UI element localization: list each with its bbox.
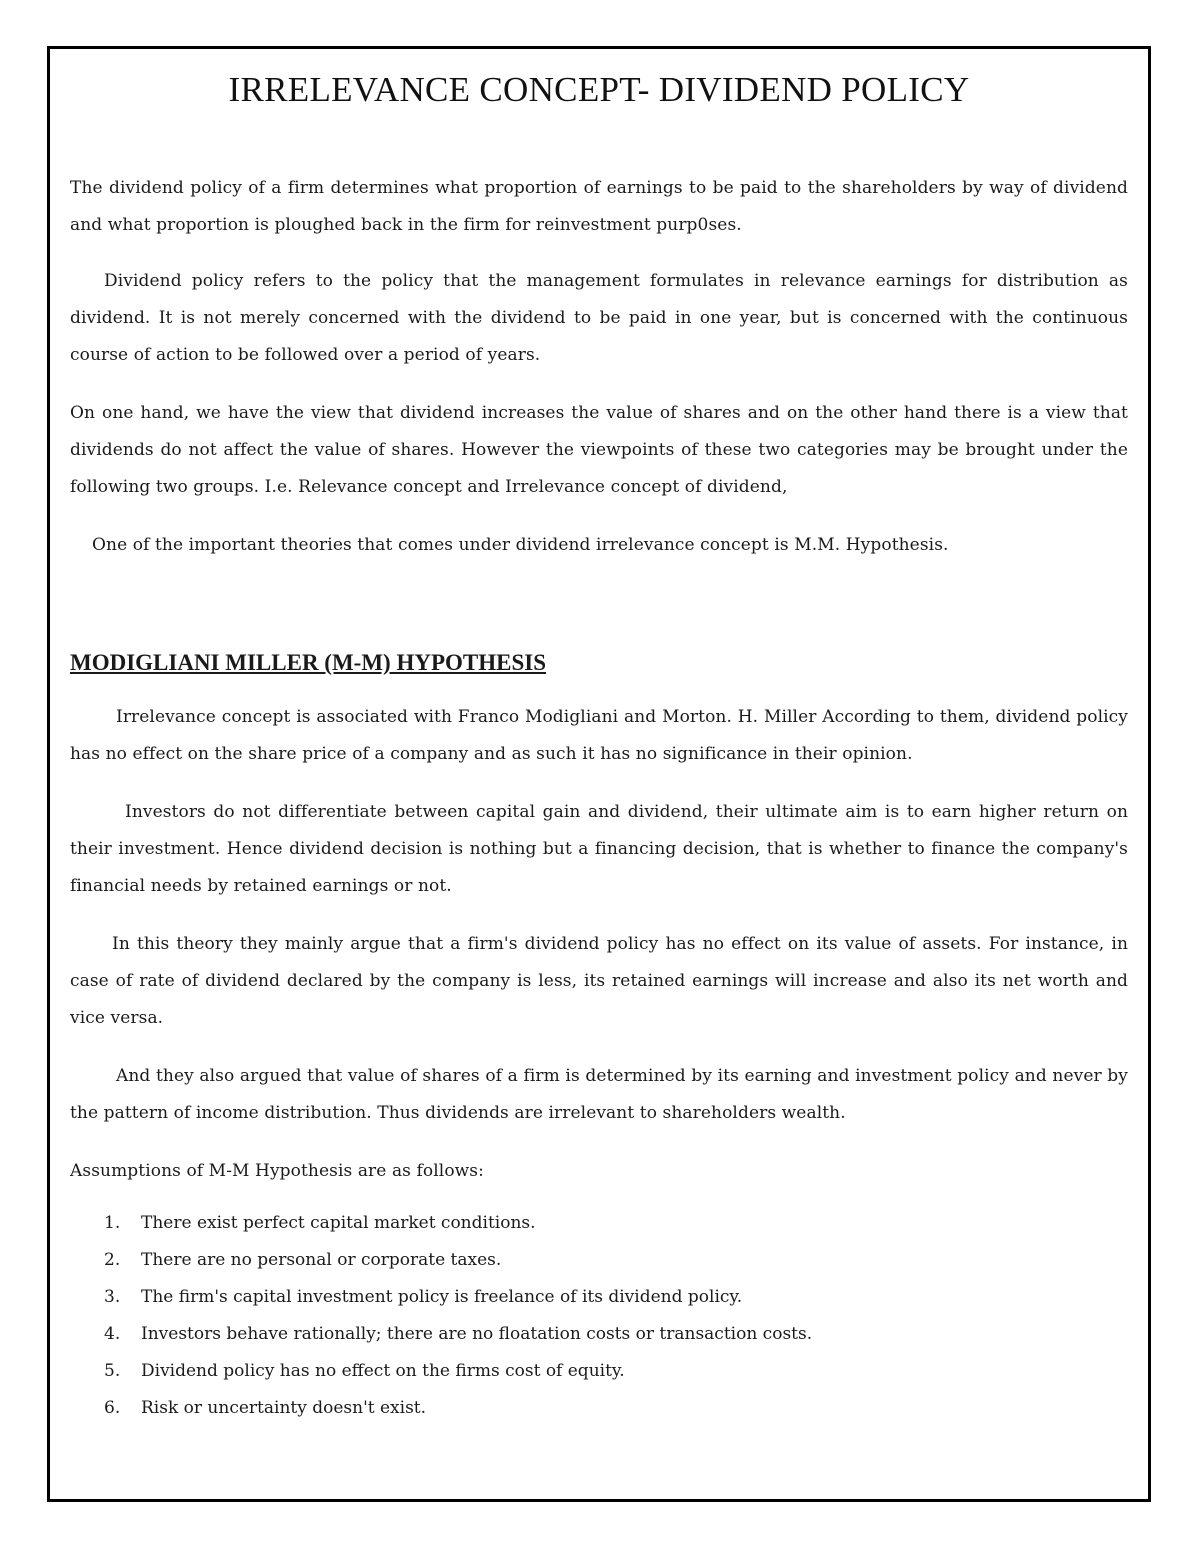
section-paragraph-3: In this theory they mainly argue that a firm's dividend policy has no effect on its value of assets. For instance, in case of rate of dividend declared by the company is less, its retained earnings will increase and also its net worth and vice versa. [70, 934, 1128, 1028]
list-item [104, 1390, 1128, 1427]
section-paragraph-4: And they also argued that value of shares of a firm is determined by its earning and investment policy and never by the pattern of income distribution. Thus dividends are irrelevant to shareholders wealth. [70, 1066, 1128, 1123]
list-item-text: There are no personal or corporate taxes. [141, 1250, 502, 1270]
intro-paragraph-2: Dividend policy refers to the policy that the management formulates in relevance earnings for distribution as dividend. It is not merely concerned with the dividend to be paid in one year, but is concerned with the continuous course of action to be followed over a period of years. [70, 271, 1128, 365]
list-item-number: 6. [104, 1398, 121, 1418]
assumptions-intro: Assumptions of M-M Hypothesis are as follows: [70, 1161, 484, 1181]
list-item [104, 1316, 1128, 1353]
assumptions-list [70, 1205, 1128, 1427]
section-heading: MODIGLIANI MILLER (M-M) HYPOTHESIS [70, 650, 546, 675]
list-item [104, 1279, 1128, 1316]
intro-paragraph-1: The dividend policy of a firm determines what proportion of earnings to be paid to the shareholders by way of dividend and what proportion is ploughed back in the firm for reinvestment purp0ses. [70, 178, 1128, 235]
list-item-number: 4. [104, 1324, 121, 1344]
intro-paragraph-3: On one hand, we have the view that dividend increases the value of shares and on the other hand there is a view that dividends do not affect the value of shares. However the viewpoints of these two categories may be brought under the following two groups. I.e. Relevance concept and Irrelevance concept of dividend, [70, 403, 1128, 497]
list-item-number: 2. [104, 1250, 121, 1270]
list-item-text: Investors behave rationally; there are no floatation costs or transaction costs. [141, 1324, 813, 1344]
intro-paragraph-4: One of the important theories that comes under dividend irrelevance concept is M.M. Hypothesis. [92, 535, 949, 555]
document-title: IRRELEVANCE CONCEPT- DIVIDEND POLICY [228, 70, 970, 109]
list-item-text: Risk or uncertainty doesn't exist. [141, 1398, 427, 1418]
list-item [104, 1242, 1128, 1279]
section-paragraph-2: Investors do not differentiate between capital gain and dividend, their ultimate aim is to earn higher return on their investment. Hence dividend decision is nothing but a financing decision, that is whether to finance the company's financial needs by retained earnings or not. [70, 802, 1128, 896]
list-item-text: The firm's capital investment policy is freelance of its dividend policy. [141, 1287, 743, 1307]
section-paragraph-1: Irrelevance concept is associated with Franco Modigliani and Morton. H. Miller According to them, dividend policy has no effect on the share price of a company and as such it has no significance in their opinion. [70, 707, 1128, 764]
list-item-text: Dividend policy has no effect on the firms cost of equity. [141, 1361, 625, 1381]
list-item-number: 3. [104, 1287, 121, 1307]
list-item [104, 1205, 1128, 1242]
list-item-number: 5. [104, 1361, 121, 1381]
list-item-number: 1. [104, 1213, 121, 1233]
list-item-text: There exist perfect capital market conditions. [141, 1213, 536, 1233]
list-item [104, 1353, 1128, 1390]
document-body [70, 70, 1128, 1427]
